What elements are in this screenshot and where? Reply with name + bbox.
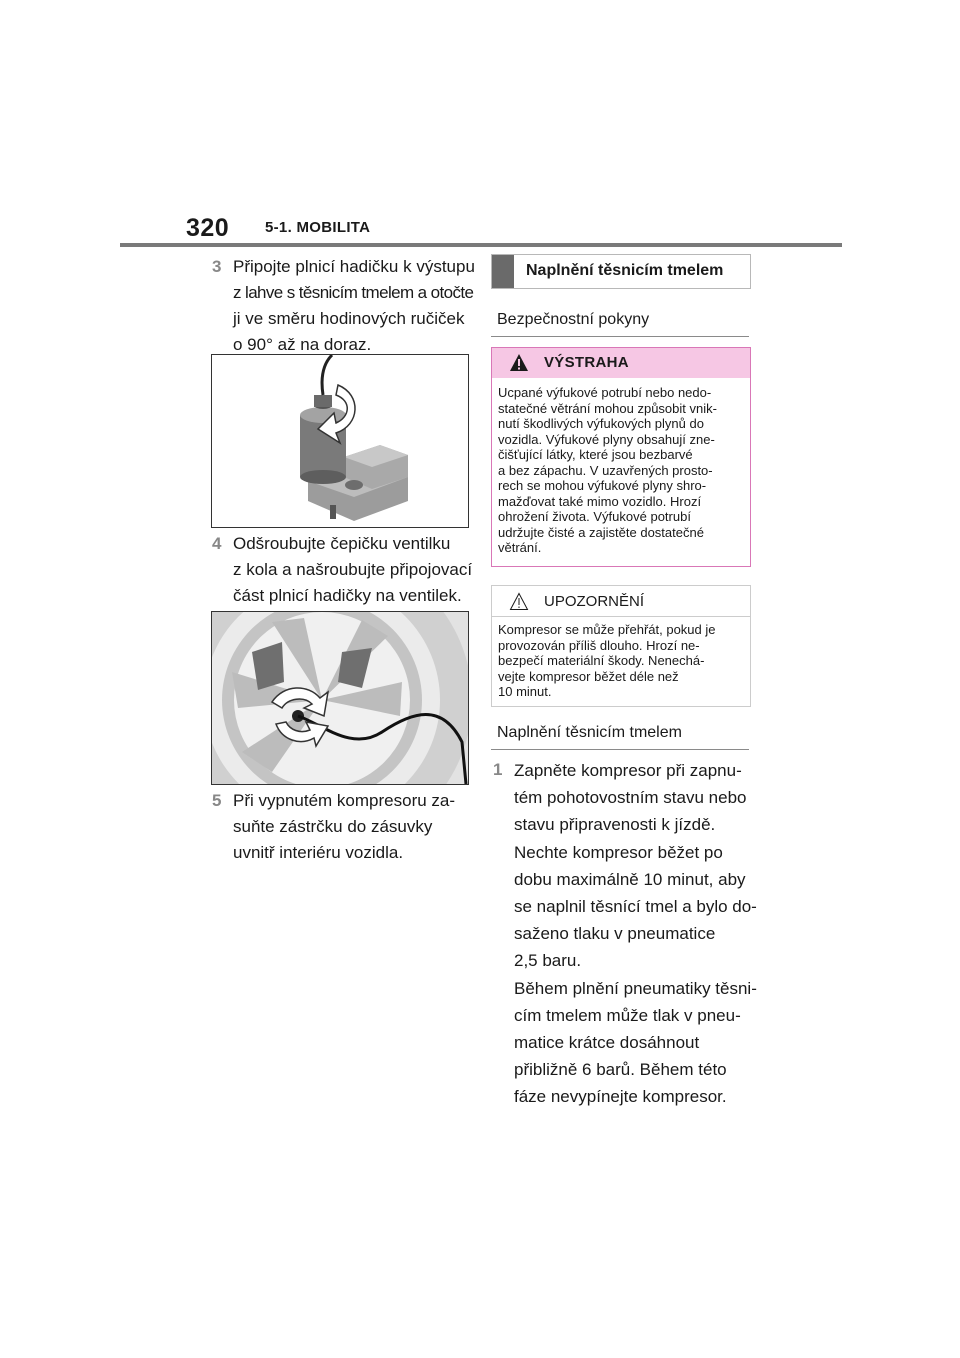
step-line: Odšroubujte čepičku ventilku <box>233 534 451 553</box>
step-line: přibližně 6 barů. Během této <box>514 1060 727 1080</box>
step-line: z kola a našroubujte připojovací <box>233 560 473 579</box>
fill-subheading: Naplnění těsnicím tmelem <box>497 724 682 741</box>
warning-line: mažďovat také mimo vozidlo. Hrozí <box>498 493 702 509</box>
heading-label: Naplnění těsnicím tmelem <box>526 262 724 279</box>
step-line: suňte zástrčku do zásuvky <box>233 817 433 836</box>
header-rule <box>120 243 842 247</box>
notice-text <box>498 622 716 700</box>
notice-title: UPOZORNĚNÍ <box>544 593 645 610</box>
step-4 <box>212 531 472 609</box>
section-title: 5-1. MOBILITA <box>265 219 371 236</box>
step-line: Během plnění pneumatiky těsni- <box>514 978 757 998</box>
heading-bar <box>492 255 514 288</box>
warning-line: větrání. <box>498 540 542 555</box>
step-3 <box>212 254 475 358</box>
step-line: Nechte kompresor běžet po <box>514 842 723 862</box>
step-line: tém pohotovostním stavu nebo <box>514 788 747 808</box>
warning-text <box>498 385 717 556</box>
step-line: uvnitř interiéru vozidla. <box>233 843 404 862</box>
step-text <box>233 254 475 358</box>
step-line: z lahve s těsnicím tmelem a otočte <box>233 283 474 302</box>
compressor-bottle-illustration <box>211 354 469 528</box>
warning-line: ohrožení života. Výfukové potrubí <box>498 509 691 524</box>
step-line: cím tmelem může tlak v pneu- <box>514 1005 741 1025</box>
step-line: stavu připravenosti k jízdě. <box>514 815 716 835</box>
step-text <box>514 757 757 1111</box>
warning-line: Ucpané výfukové potrubí nebo nedo- <box>498 385 712 400</box>
step-line: fáze nevypínejte kompresor. <box>514 1087 727 1107</box>
step-line: o 90° až na doraz. <box>233 335 372 354</box>
warning-line: statečné větrání mohou způsobit vnik- <box>498 400 717 416</box>
step-1 <box>493 757 757 1107</box>
page-number: 320 <box>186 214 230 242</box>
step-line: Zapněte kompresor při zapnu- <box>514 761 742 780</box>
section-heading <box>491 254 751 289</box>
warning-box <box>491 347 751 567</box>
step-line: matice krátce dosáhnout <box>514 1033 700 1053</box>
warning-title: VÝSTRAHA <box>544 354 629 371</box>
step-text <box>233 531 472 609</box>
step-text <box>233 788 455 866</box>
notice-line: bezpečí materiální škody. Nenechá- <box>498 653 705 668</box>
warning-line: rech se mohou výfukové plyny shro- <box>498 478 707 493</box>
step-line: Připojte plnicí hadičku k výstupu <box>233 257 475 276</box>
step-number: 5 <box>212 791 222 810</box>
notice-box <box>491 585 751 707</box>
warning-line: a bez zápachu. V uzavřených prosto- <box>498 462 713 478</box>
warning-line: udržujte čisté a zajistěte dostatečné <box>498 524 704 540</box>
notice-line: vejte kompresor běžet déle než <box>498 668 679 684</box>
notice-separator <box>492 616 750 617</box>
step-number: 3 <box>212 257 222 276</box>
safety-subheading: Bezpečnostní pokyny <box>497 311 650 328</box>
step-number: 1 <box>493 760 503 779</box>
notice-line: provozován příliš dlouho. Hrozí ne- <box>498 637 700 653</box>
warning-line: nutí škodlivých výfukových plynů do <box>498 416 704 431</box>
notice-line: 10 minut. <box>498 684 552 699</box>
subheading-rule <box>491 336 749 337</box>
wheel-valve-illustration <box>211 611 469 785</box>
compressor-bottle-drawing <box>212 355 468 527</box>
wheel-valve-drawing <box>212 612 468 784</box>
warning-line: čišťující látky, které jsou bezbarvé <box>498 447 693 462</box>
notice-line: Kompresor se může přehřát, pokud je <box>498 622 716 637</box>
step-line: část plnicí hadičky na ventilek. <box>233 586 462 605</box>
caution-triangle-icon <box>509 592 529 611</box>
warning-triangle-icon <box>509 353 529 372</box>
warning-line: vozidla. Výfukové plyny obsahují zne- <box>498 431 715 447</box>
step-line: se naplnil těsnící tmel a bylo do- <box>514 897 757 917</box>
step-5 <box>212 788 472 866</box>
step-line: 2,5 baru. <box>514 951 582 971</box>
step-line: dobu maximálně 10 minut, aby <box>514 869 746 889</box>
step-number: 4 <box>212 534 222 553</box>
step-line: ji ve směru hodinových ručiček <box>233 309 465 328</box>
step-line: saženo tlaku v pneumatice <box>514 924 716 944</box>
step-line: Při vypnutém kompresoru za- <box>233 791 456 810</box>
subheading-rule <box>491 749 749 750</box>
